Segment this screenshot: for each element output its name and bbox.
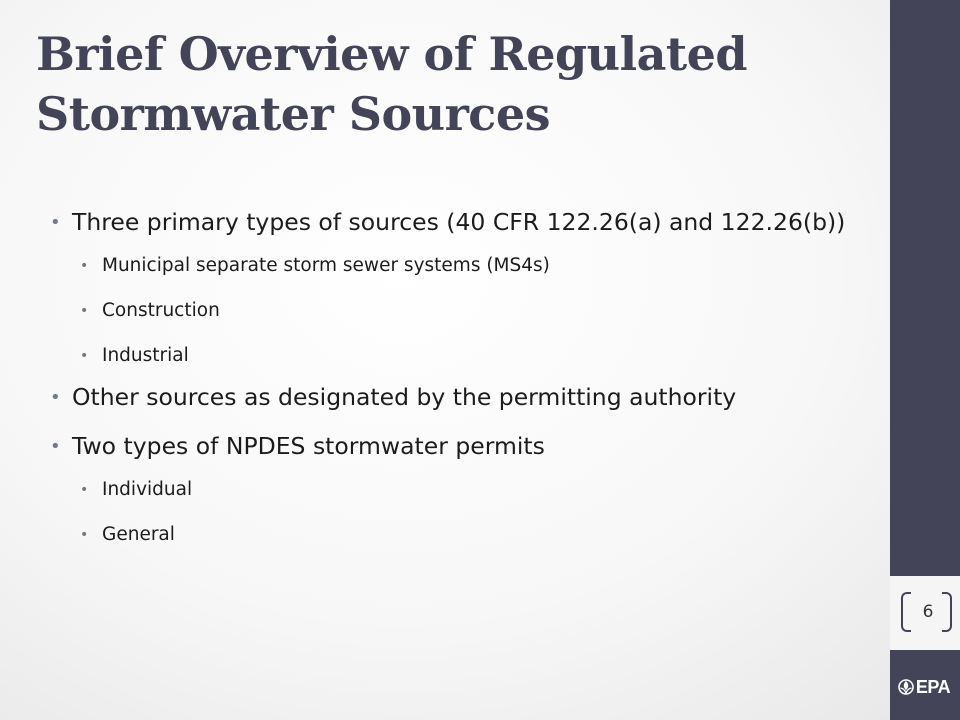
slide-title: Brief Overview of Regulated Stormwater Sources — [36, 27, 748, 141]
bullet-item: • Other sources as designated by the permitting authority — [50, 379, 850, 416]
bullet-item: • Three primary types of sources (40 CFR 122.26(a) and 122.26(b)) — [50, 204, 850, 241]
bullet-item: • Two types of NPDES stormwater permits — [50, 428, 850, 465]
sub-bullet-item: • Individual — [80, 477, 850, 503]
bullet-list — [50, 204, 850, 567]
page-number: 6 — [922, 602, 934, 622]
sub-bullet-item: • General — [80, 522, 850, 548]
sub-bullet-item: • Municipal separate storm sewer systems (MS4s) — [80, 253, 850, 279]
epa-logo — [892, 676, 956, 698]
epa-flower-icon — [898, 679, 914, 695]
sub-bullet-item: • Industrial — [80, 343, 850, 369]
sub-bullet-item: • Construction — [80, 298, 850, 324]
epa-logo-text: EPA — [915, 676, 951, 697]
